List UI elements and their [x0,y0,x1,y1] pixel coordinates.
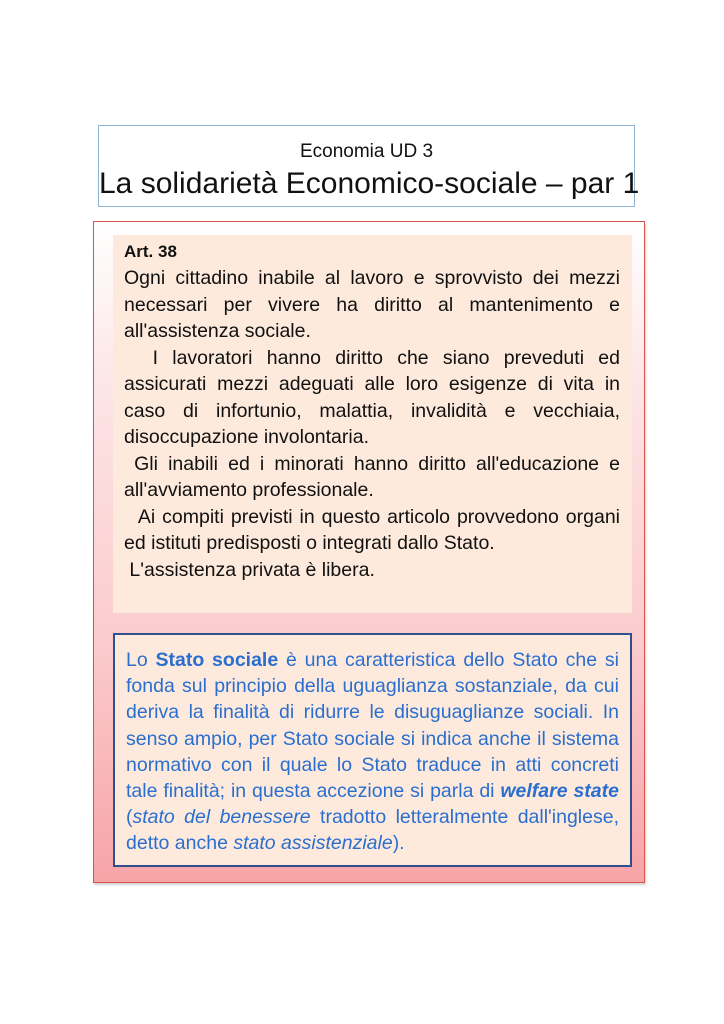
term-welfare-state: welfare state [500,780,619,803]
definition-text [126,647,619,857]
term-stato-assistenziale: stato assistenziale [233,832,393,855]
definition-text-part: è una caratteristica dello Stato che si fonda sul principio della uguaglianza sostanziale, da cui deriva la finalità di ridurre le disuguaglianze sociali. In senso ampio, per Stato sociale si indica anche il sistema normativo con il quale lo Stato traduce in atti concreti tale finalità; in questa accezione si parla di [126,649,620,803]
page-title: La solidarietà Economico-sociale – par 1 [99,167,640,200]
article-paragraph-3: Gli inabili ed i minorati hanno diritto all'educazione e all'avviamento professionale. [124,452,626,501]
article-paragraph-1: Ogni cittadino inabile al lavoro e sprovvisto dei mezzi necessari per vivere ha diritto al mantenimento e all'assistenza sociale. [124,267,620,342]
article-paragraph-4: Ai compiti previsti in questo articolo provvedono organi ed istituti predisposti o integrati dallo Stato. [124,505,626,554]
article-box [113,235,632,613]
article-heading: Art. 38 [124,242,177,261]
term-stato-sociale: Stato sociale [155,649,279,671]
article-paragraph-5: L'assistenza privata è libera. [124,558,375,581]
definition-text-part: ( [126,806,133,829]
term-stato-del-benessere: stato del benessere [132,806,311,829]
title-box [98,125,640,207]
subtitle: Economia UD 3 [299,141,434,162]
definition-text-part: ). [392,832,405,855]
article-paragraph-2: I lavoratori hanno diritto che siano preveduti ed assicurati mezzi adeguati alle loro esigenze di vita in caso di infortunio, malattia, invalidità e vecchiaia, disoccupazione involontaria. [124,346,626,448]
definition-box [113,633,632,867]
definition-text-part: Lo [126,649,156,671]
definition-text-part: tradotto letteralmente dall'inglese, detto anche [126,806,619,855]
